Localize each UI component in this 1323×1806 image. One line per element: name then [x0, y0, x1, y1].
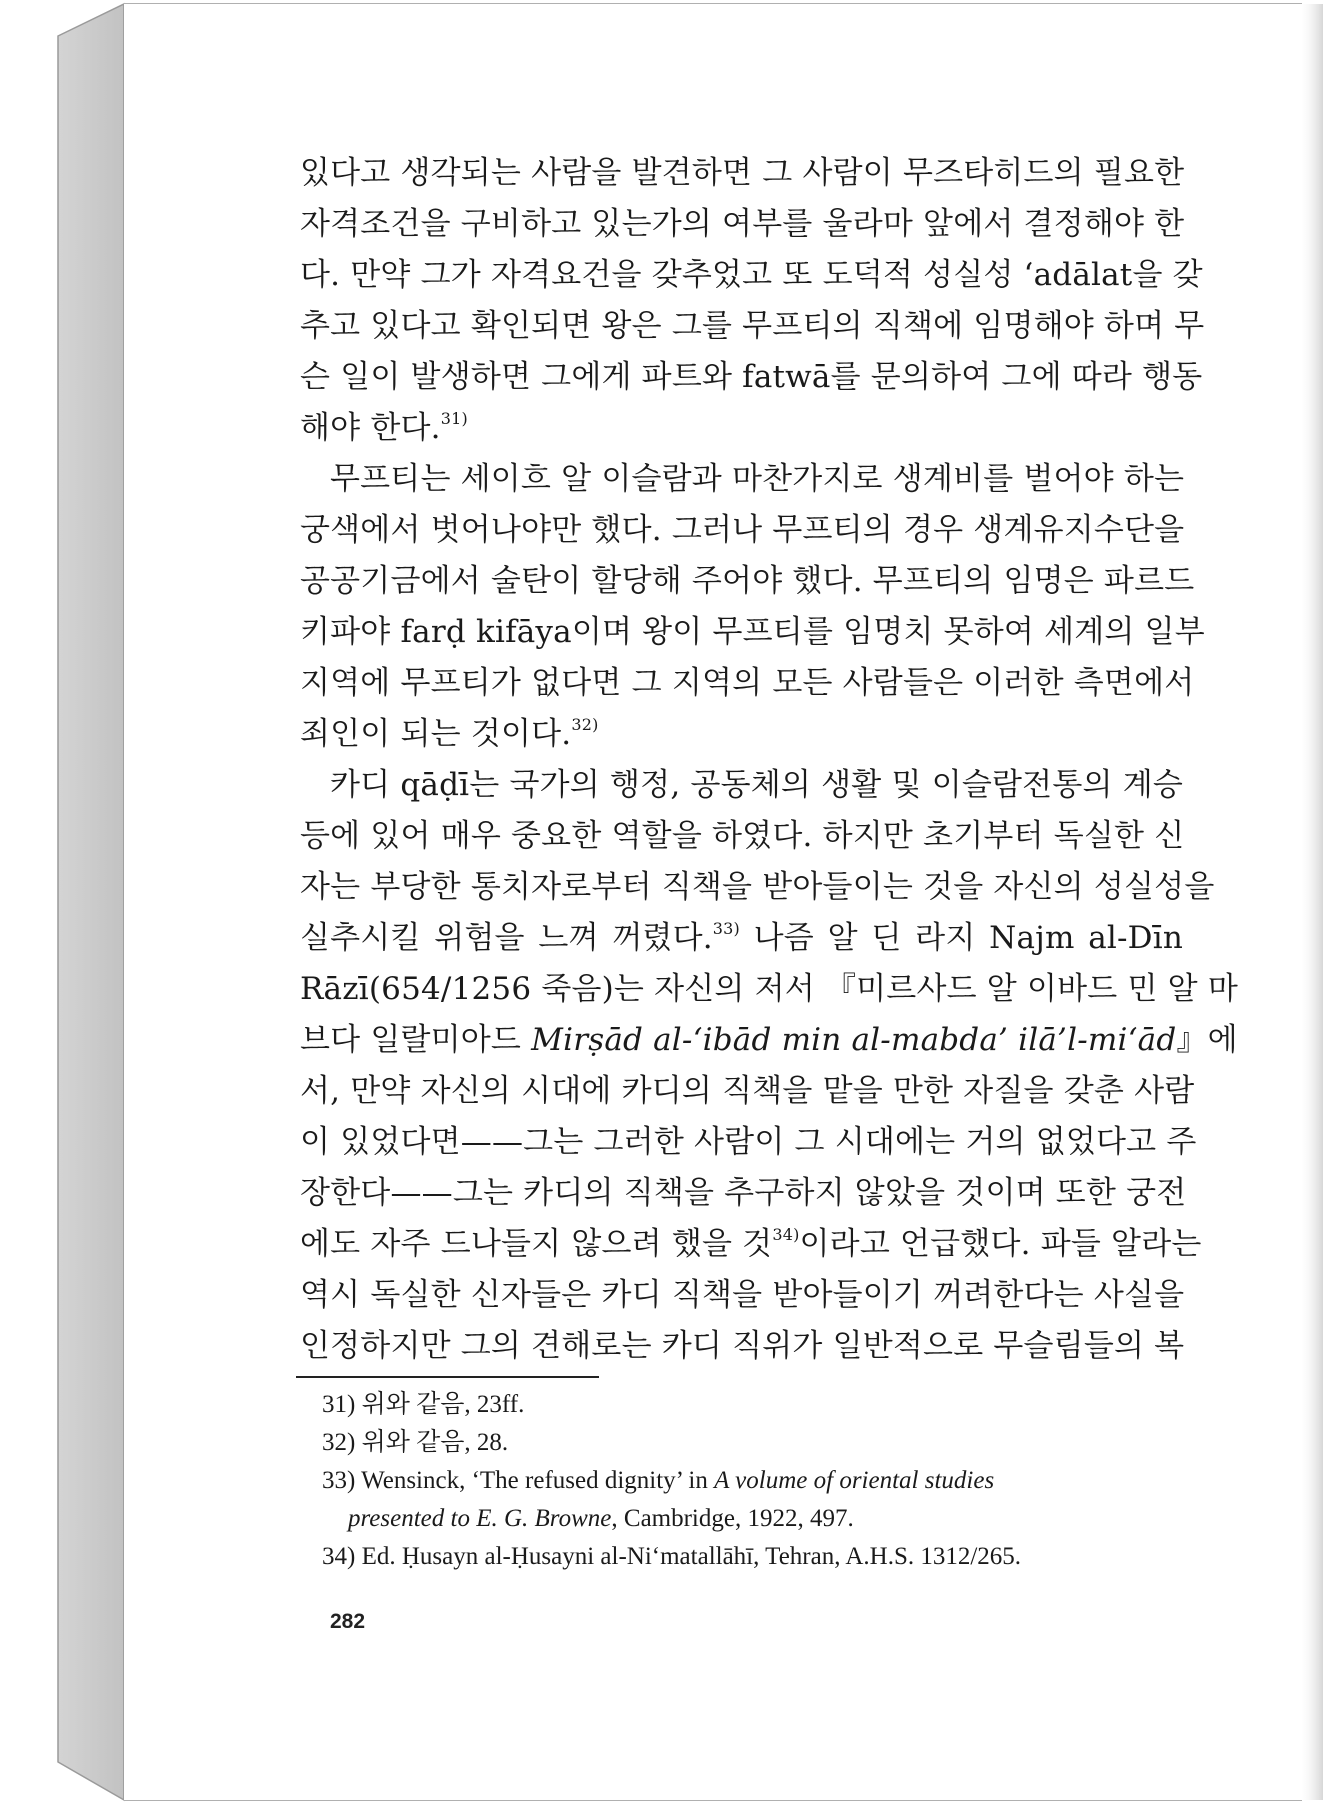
- footnote-title-italic: presented to E. G. Browne: [348, 1505, 612, 1532]
- text-fragment: 나즘 알 딘 라지 Najm al-Dīn: [739, 920, 1184, 956]
- text-fragment: 브다 일랄미아드: [300, 1022, 532, 1058]
- text-line: 궁색에서 벗어나야만 했다. 그러나 무프티의 경우 생계유지수단을: [300, 512, 1185, 548]
- footnote-ref: 34): [772, 1225, 800, 1244]
- footnote-text: , Cambridge, 1922, 497.: [611, 1505, 854, 1532]
- text-line: 장한다——그는 카디의 직책을 추구하지 않았을 것이며 또한 궁전: [300, 1175, 1187, 1211]
- text-line: Rāzī(654/1256 죽음)는 자신의 저서 『미르사드 알 이바드 민 알 마: [300, 971, 1239, 1007]
- text-fragment: 죄인이 되는 것이다.: [300, 716, 572, 752]
- text-line: 인정하지만 그의 견해로는 카디 직위가 일반적으로 무슬림들의 복: [300, 1328, 1185, 1364]
- footnote-divider: [296, 1376, 599, 1378]
- footnote-ref: 33): [712, 919, 740, 938]
- text-line: 슨 일이 발생하면 그에게 파트와 fatwā를 문의하여 그에 따라 행동: [300, 359, 1203, 395]
- text-line: 있다고 생각되는 사람을 발견하면 그 사람이 무즈타히드의 필요한: [300, 155, 1185, 191]
- text-fragment: 』에: [1176, 1022, 1238, 1058]
- footnote-31: 31) 위와 같음, 23ff.: [322, 1391, 525, 1418]
- text-line: 자격조건을 구비하고 있는가의 여부를 울라마 앞에서 결정해야 한: [300, 206, 1185, 242]
- text-fragment: 이라고 언급했다. 파들 알라는: [799, 1226, 1202, 1262]
- footnote-33: [322, 1462, 1184, 1500]
- footnote-34: 34) Ed. Ḥusayn al-Ḥusayni al-Ni‘matallāhī, Tehran, A.H.S. 1312/265.: [322, 1543, 1022, 1570]
- body-text: [300, 148, 1239, 1372]
- text-line: 추고 있다고 확인되면 왕은 그를 무프티의 직책에 임명해야 하며 무: [300, 308, 1205, 344]
- text-line: 카디 qāḍī는 국가의 행정, 공동체의 생활 및 이슬람전통의 계승: [330, 767, 1183, 803]
- text-line: 서, 만약 자신의 시대에 카디의 직책을 맡을 만한 자질을 갖춘 사람: [300, 1073, 1195, 1109]
- page-number: 282: [330, 1610, 366, 1633]
- text-line: 지역에 무프티가 없다면 그 지역의 모든 사람들은 이러한 측면에서: [300, 665, 1195, 701]
- text-line: [300, 913, 1183, 964]
- footnotes: [322, 1386, 1184, 1576]
- footnote-ref: 31): [440, 409, 468, 428]
- text-line: 등에 있어 매우 중요한 역할을 하였다. 하지만 초기부터 독실한 신: [300, 818, 1185, 854]
- footnote-text: 33) Wensinck, ‘The refused dignity’ in: [322, 1467, 715, 1494]
- footnote-33-continued: [322, 1500, 1184, 1538]
- text-line: 이 있었다면——그는 그러한 사람이 그 시대에는 거의 없었다고 주: [300, 1124, 1197, 1160]
- text-line: 공공기금에서 술탄이 할당해 주어야 했다. 무프티의 임명은 파르드: [300, 563, 1195, 599]
- text-line: 다. 만약 그가 자격요건을 갖추었고 또 도덕적 성실성 ‘adālat을 갖: [300, 257, 1203, 293]
- text-line: [300, 1219, 1202, 1270]
- footnote-ref: 32): [571, 715, 599, 734]
- text-line: 키파야 farḍ kifāya이며 왕이 무프티를 임명치 못하여 세계의 일부: [300, 614, 1205, 650]
- text-line: [300, 1015, 1238, 1066]
- text-line: 역시 독실한 신자들은 카디 직책을 받아들이기 꺼려한다는 사실을: [300, 1277, 1185, 1313]
- text-fragment: 실추시킬 위험을 느껴 꺼렸다.: [300, 920, 713, 956]
- text-line: 자는 부당한 통치자로부터 직책을 받아들이는 것을 자신의 성실성을: [300, 869, 1215, 905]
- text-line: 무프티는 세이흐 알 이슬람과 마찬가지로 생계비를 벌어야 하는: [330, 461, 1185, 497]
- footnote-32: 32) 위와 같음, 28.: [322, 1429, 509, 1456]
- text-line: [300, 709, 1183, 760]
- text-fragment: 해야 한다.: [300, 410, 441, 446]
- book-title-italic: Mirṣād al-‘ibād min al-mabda’ ilā’l-mi‘ād: [531, 1022, 1177, 1058]
- text-fragment: 에도 자주 드나들지 않으려 했을 것: [300, 1226, 773, 1262]
- footnote-title-italic: A volume of oriental studies: [714, 1467, 995, 1494]
- text-line: [300, 403, 1183, 454]
